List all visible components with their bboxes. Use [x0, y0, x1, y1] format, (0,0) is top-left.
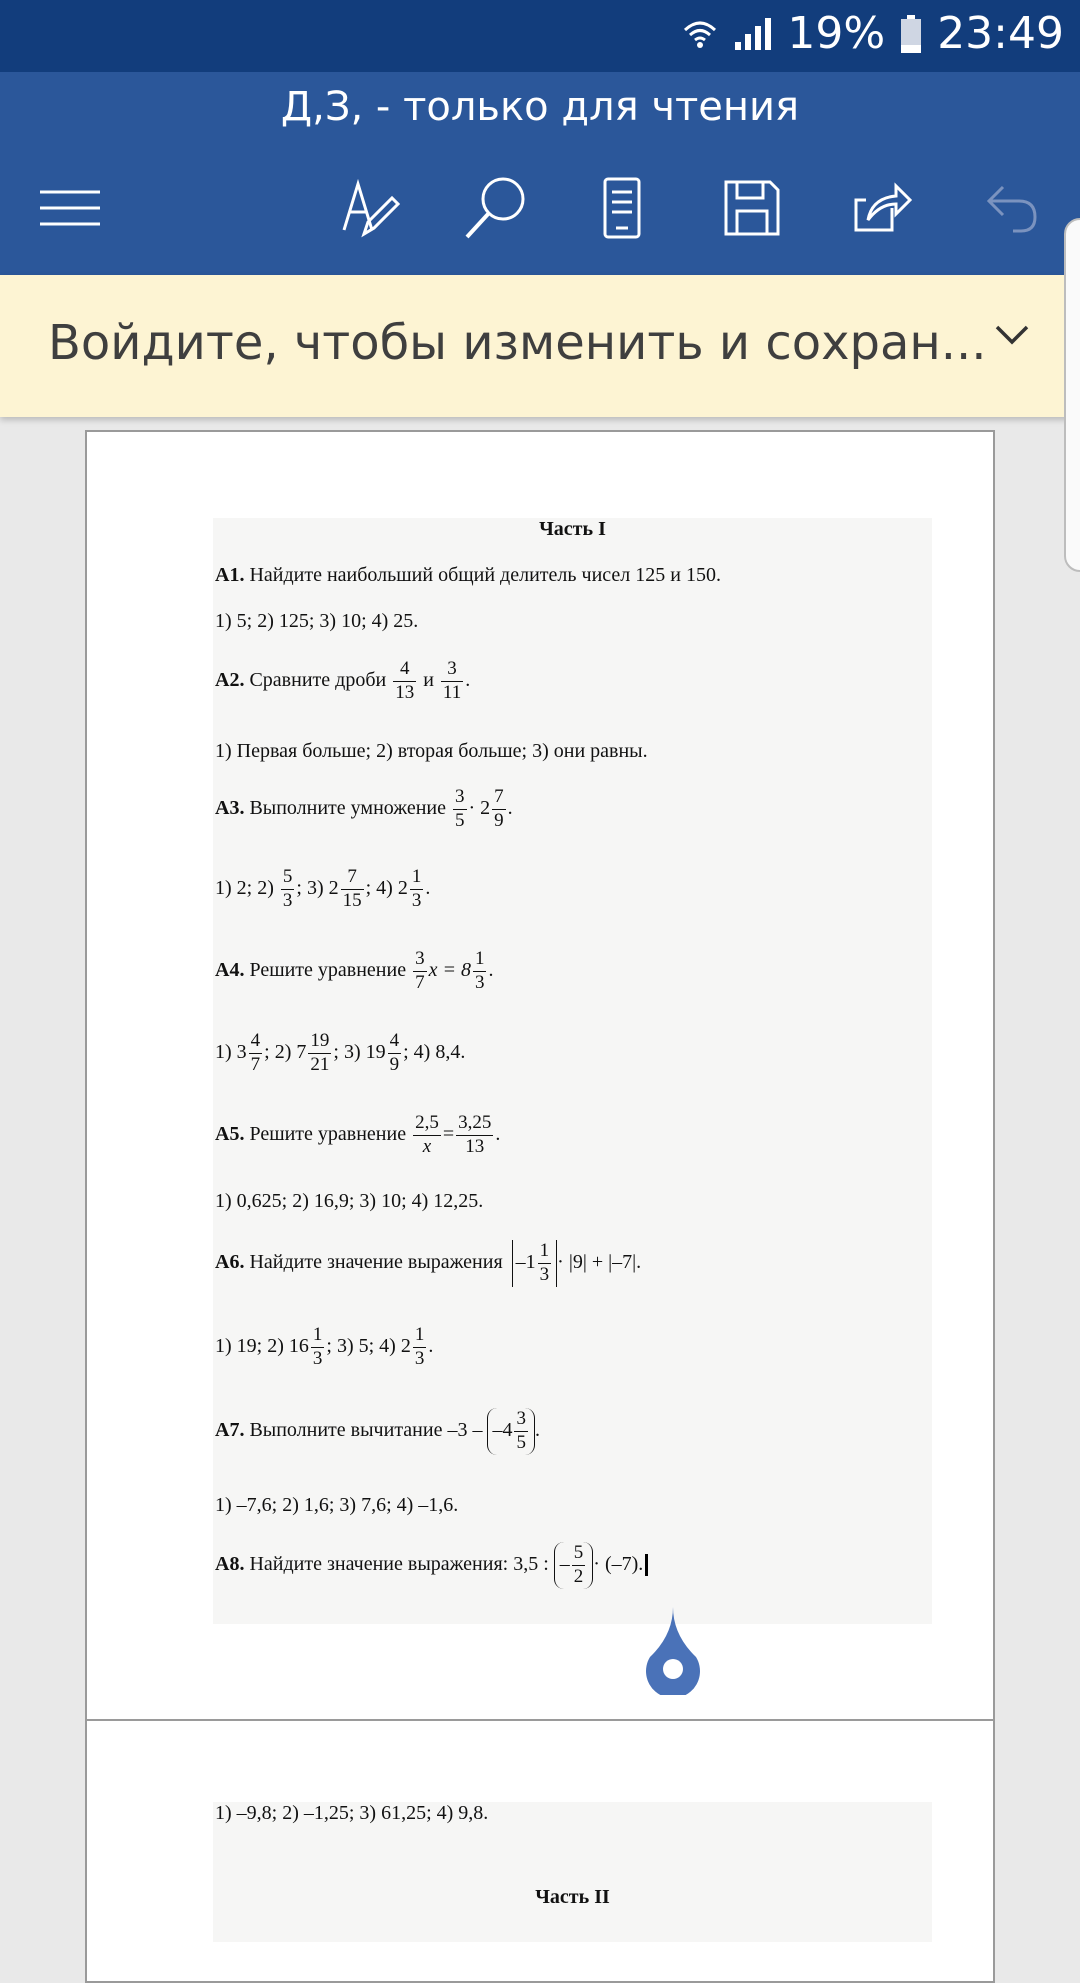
- edit-pen-icon: [340, 178, 400, 243]
- battery-icon: [899, 14, 923, 54]
- parenthesized-term: –4 $\frac{3}{5}$: [487, 1408, 535, 1455]
- question-text: Решите уравнение: [244, 1122, 407, 1145]
- question-a4: А4. Решите уравнение $\frac{3}{7}$ x = 8 $\frac{1}{3}$ .: [215, 948, 494, 993]
- fraction: $\frac{5}{2}$: [573, 1542, 584, 1587]
- fraction: $\frac{1}{3}$: [411, 866, 422, 911]
- save-icon: [723, 179, 781, 242]
- share-button[interactable]: [842, 162, 922, 258]
- question-label: А3.: [215, 796, 245, 819]
- fraction: $\frac{1}{3}$: [312, 1324, 323, 1369]
- scrollbar-thumb[interactable]: [1064, 218, 1080, 572]
- fraction: $\frac{3,25}{13}$: [458, 1112, 492, 1157]
- share-icon: [852, 180, 912, 241]
- answers-a2: 1) Первая больше; 2) вторая больше; 3) они равны.: [215, 740, 648, 762]
- chevron-down-icon[interactable]: [994, 323, 1030, 352]
- question-a7: А7. Выполните вычитание –3 – –4 $\frac{3}{5}$ .: [215, 1408, 540, 1453]
- fraction: $\frac{3}{7}$: [415, 948, 425, 993]
- answers-a5: 1) 0,625; 2) 16,9; 3) 10; 4) 12,25.: [215, 1190, 484, 1212]
- fraction: $\frac{4}{9}$: [389, 1030, 400, 1075]
- question-a5: А5. Решите уравнение $\frac{2,5}{x}$ = $\frac{3,25}{13}$ .: [215, 1112, 501, 1157]
- section-heading-part-1: Часть I: [539, 518, 606, 540]
- fraction: $\frac{1}{3}$: [539, 1240, 550, 1285]
- fraction: $\frac{7}{9}$: [494, 786, 504, 831]
- answers-a6: 1) 19; 2) 16 $\frac{1}{3}$ ; 3) 5; 4) 2 $\frac{1}{3}$ .: [215, 1324, 434, 1369]
- toolbar: [0, 162, 1080, 258]
- battery-percent: 19%: [787, 8, 886, 59]
- search-button[interactable]: [456, 162, 536, 258]
- question-text: Найдите значение выражения: 3,5 :: [244, 1552, 549, 1575]
- mobile-view-icon: [602, 176, 642, 245]
- fraction: $\frac{4}{13}$: [395, 658, 415, 703]
- fraction: $\frac{3}{5}$: [455, 786, 465, 831]
- document-content-page-1: [213, 518, 932, 1624]
- fraction: $\frac{5}{3}$: [282, 866, 293, 911]
- status-bar: [0, 0, 1080, 72]
- question-label: А6.: [215, 1250, 245, 1273]
- question-text: Найдите наибольший общий делитель чисел 125 и 150.: [244, 564, 721, 586]
- question-a2: А2. Сравните дроби $\frac{4}{13}$ и $\frac{3}{11}$ .: [215, 658, 471, 703]
- question-text: Выполните вычитание –3 –: [244, 1418, 483, 1441]
- wifi-icon: [681, 16, 719, 52]
- undo-icon: [985, 181, 1039, 240]
- fraction: $\frac{2,5}{x}$: [415, 1112, 439, 1157]
- question-a1: [215, 564, 721, 587]
- fraction: $\frac{1}{3}$: [474, 948, 485, 993]
- parenthesized-term: – $\frac{5}{2}$: [554, 1542, 594, 1589]
- save-button[interactable]: [712, 162, 792, 258]
- document-content-page-2: [213, 1802, 932, 1942]
- undo-button[interactable]: [972, 162, 1052, 258]
- question-text: Сравните дроби: [244, 668, 387, 691]
- clock: 23:49: [937, 8, 1064, 59]
- text-cursor: [645, 1554, 648, 1576]
- question-label: А4.: [215, 958, 245, 981]
- menu-icon: [38, 188, 102, 233]
- fraction: $\frac{1}{3}$: [414, 1324, 425, 1369]
- fraction: $\frac{4}{7}$: [250, 1030, 261, 1075]
- question-label: А5.: [215, 1122, 245, 1145]
- cursor-handle-icon[interactable]: [644, 1605, 702, 1700]
- question-a3: А3. Выполните умножение $\frac{3}{5}$ · 2 $\frac{7}{9}$ .: [215, 786, 513, 831]
- question-a8[interactable]: А8. Найдите значение выражения: 3,5 : – $\frac{5}{2}$ · (–7).: [215, 1542, 648, 1589]
- fraction: $\frac{7}{15}$: [342, 866, 362, 911]
- question-a6: А6. Найдите значение выражения –1 $\frac{1}{3}$ · |9| + |–7|.: [215, 1240, 642, 1285]
- sign-in-banner-text: Войдите, чтобы изменить и сохран...: [48, 315, 987, 371]
- question-label: А1.: [215, 564, 245, 586]
- question-label: А8.: [215, 1552, 245, 1575]
- document-title: Д,З, - только для чтения: [280, 84, 800, 130]
- absolute-value: –1 $\frac{1}{3}$: [512, 1240, 558, 1287]
- search-icon: [463, 175, 529, 246]
- fraction: $\frac{3}{5}$: [516, 1408, 526, 1453]
- question-text: Найдите значение выражения: [244, 1250, 503, 1273]
- app-bar: [0, 72, 1080, 275]
- menu-button[interactable]: [30, 162, 110, 258]
- sign-in-banner[interactable]: [0, 275, 1080, 417]
- fraction: $\frac{3}{11}$: [442, 658, 462, 703]
- edit-button[interactable]: [330, 162, 410, 258]
- section-heading-part-2: Часть II: [535, 1886, 610, 1908]
- question-label: А2.: [215, 668, 245, 691]
- answers-a4: 1) 3 $\frac{4}{7}$ ; 2) 7 $\frac{19}{21}$ ; 3) 19 $\frac{4}{9}$ ; 4) 8,4.: [215, 1030, 466, 1075]
- answers-a8: 1) –9,8; 2) –1,25; 3) 61,25; 4) 9,8.: [215, 1802, 489, 1824]
- question-text: Выполните умножение: [244, 796, 446, 819]
- signal-icon: [733, 16, 773, 52]
- mobile-view-button[interactable]: [582, 162, 662, 258]
- answers-a7: 1) –7,6; 2) 1,6; 3) 7,6; 4) –1,6.: [215, 1494, 459, 1516]
- fraction: $\frac{19}{21}$: [310, 1030, 330, 1075]
- question-text: Решите уравнение: [244, 958, 407, 981]
- question-label: А7.: [215, 1418, 245, 1441]
- answers-a3: 1) 2; 2) $\frac{5}{3}$ ; 3) 2 $\frac{7}{15}$ ; 4) 2 $\frac{1}{3}$ .: [215, 866, 431, 911]
- answers-a1: 1) 5; 2) 125; 3) 10; 4) 25.: [215, 610, 419, 632]
